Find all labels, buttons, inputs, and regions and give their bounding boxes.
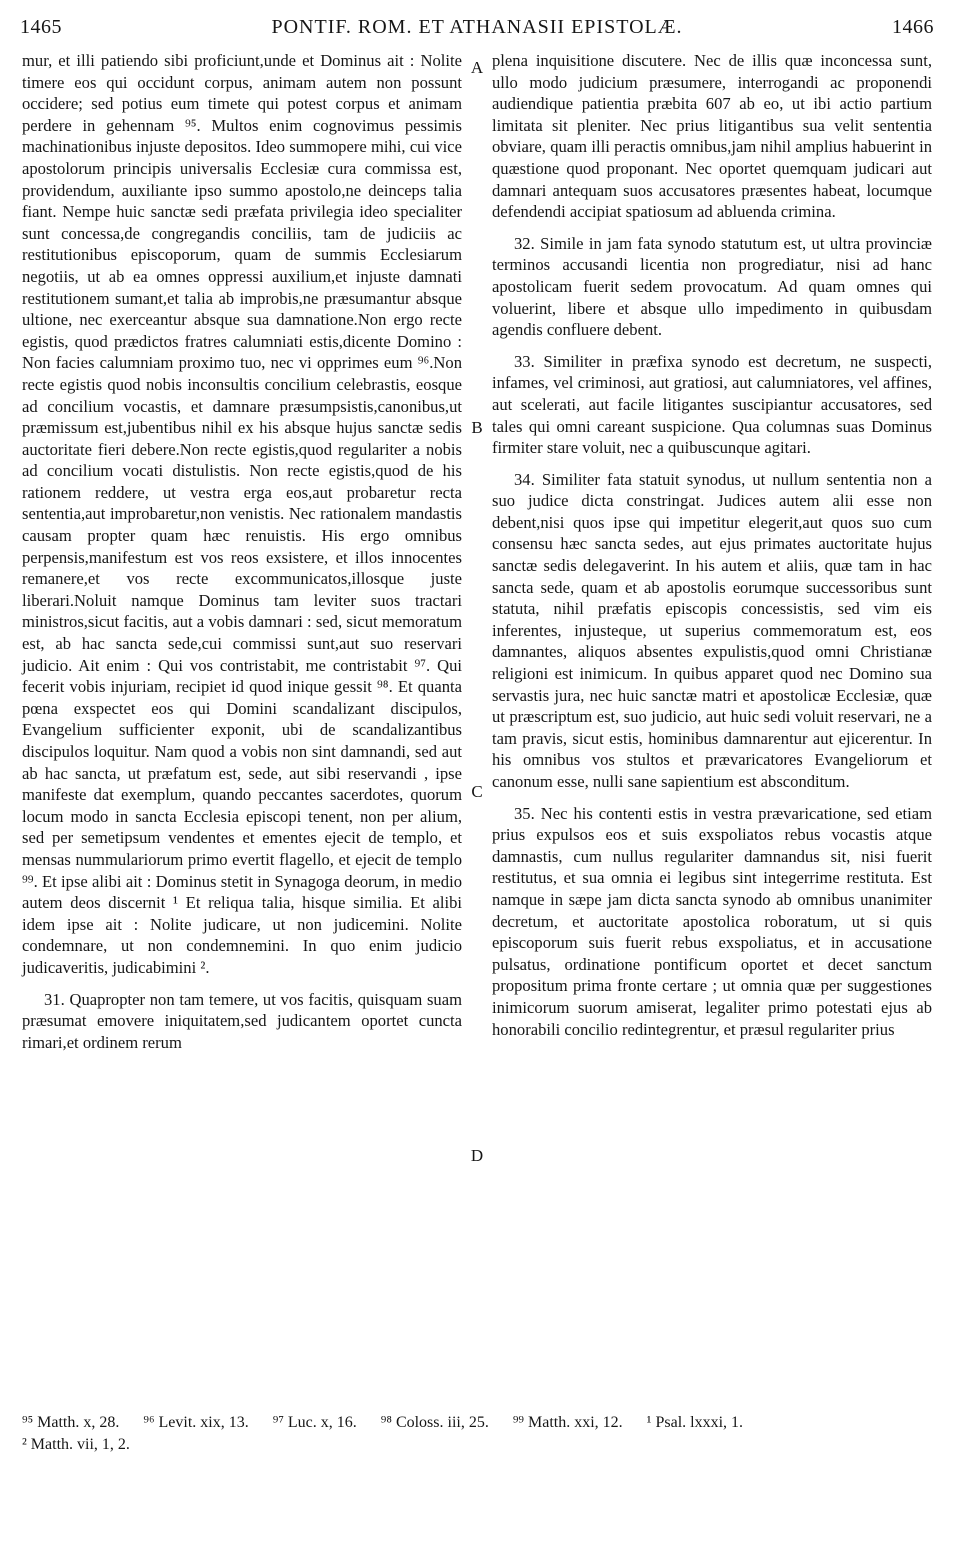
- left-paragraph-continuation: mur, et illi patiendo sibi proficiunt,unde et Dominus ait : Nolite timere eos qui occidunt corpus, animam autem non possunt occidere; sed potius eum timete qui potest corpus et animam perdere in gehennam ⁹⁵. Multos enim cognovimus pessimis machinationibus injuste depositos. Ideo summopere mihi, cui vice apostolorum principis universalis Ecclesiæ cura commissa est, providendum, auxiliante ipso summo apostolo,ne deinceps talia fiant. Nempe huic sanctæ sedi præfata privilegia ideo specialiter sunt concessa,de congregandis conciliis, tam de judiciis ac restitutionibus episcoporum, quam de summis Ecclesiarum negotiis, ut ab ea omnes oppressi auxilium,et injuste damnati restitutionem sumant,et talia ab improbis,ne præsumantur absque ultione, nec exerceantur absque sua damnatione.Non ergo recte egistis, quod prædictos fratres calumniati estis,dicente Domino : Non facies calumniam proximo tuo, nec vi opprimes eum ⁹⁶.Non recte egistis quod nobis inconsultis concilium celebrastis, eosque ad concilium vocastis, et damnare præsumpsistis,canonibus,ut præmissum est,jubentibus nihil ex his absque hujus sanctæ sedis auctoritate fieri debere.Non recte egistis,quod regulariter a nobis ad concilium vocati distulistis. Non recte egistis,quod de his rationem reddere, ut vestra erga eos,aut probaretur recta sententia,aut improbaretur,non venistis. Nec rationalem mandastis causam propter quam hæc renuistis. His ergo omnibus perpensis,manifestum est vos reos exsistere, et illos innocentes remanere,et vos recte excommunicatos,illosque juste liberari.Noluit namque Dominus tam leviter suos tractari ministros,sicut facitis, aut a vobis damnari : sed, sicut memoratum est, ab hac sancta sede,cui commissi sunt,aut suo reservari judicio. Ait enim : Qui vos contristabit, me contristabit ⁹⁷. Qui fecerit vobis injuriam, recipiet id quod inique gessit ⁹⁸. Et quanta pœna exspectet eos qui Domini scandalizant discipulos, Evangelium sufficienter exponit, ubi de scandalizantibus discipulos loquitur. Nam quod a vobis non sint damnandi, sed aut ab hac sancta, ut præfatum est, sede, aut sibi reservandi , ipse manifeste dat exemplum, quando peccantes sacerdotes, quorum locum modo in sancta Ecclesia episcopi tenent, non per alium, sed per semetipsum vendentes et ementes ejecit de templo, et mensas nummulariorum primo evertit flagello, et ejecit de templo ⁹⁹. Et ipse alibi ait : Dominus stetit in Synagoga deorum, in medio autem deos discernit ¹ Et reliqua talia, hisque similia. Et alibi idem ipse ait : Nolite judicare, ut non judicemini. Nolite condemnare, ut non condemnemini. In quo enim judicio judicaveritis, judicabimini ².: [22, 51, 462, 977]
- right-column: [492, 50, 932, 1040]
- left-paragraph-31: 31. Quapropter non tam temere, ut vos facitis, quisquam suam præsumat emovere iniquitatem,sed judicantem oportet cuncta rimari,et ordinem rerum: [22, 989, 462, 1052]
- footnote-97: ⁹⁷ Luc. x, 16.: [272, 1414, 357, 1431]
- page-number-right: 1466: [892, 16, 934, 38]
- right-paragraph-32: 32. Simile in jam fata synodo statutum est, ut ultra provinciæ terminos accusandi licentia non progrediatur, nisi ad hanc apostolicam fuerit sedem provocatum. Ad quam omnes qui voluerint, libere et absque ullo impedimento in quibusdam agendis confluere debent.: [492, 233, 932, 340]
- footnote-96: ⁹⁶ Levit. xix, 13.: [143, 1414, 249, 1431]
- footnote-2: ² Matth. vii, 1, 2.: [22, 1436, 130, 1453]
- footnote-98: ⁹⁸ Coloss. iii, 25.: [380, 1414, 489, 1431]
- running-header: [20, 12, 934, 42]
- right-paragraph-34: 34. Similiter fata statuit synodus, ut nullum sententia non a suo judice dicta constringat. Judices autem alii esse non debent,nisi quos ipse qui impetitur elegerit,aut quos suo cum consensu hæc sancta sedes, aut ejus primates auctoritate hujus sanctæ sedis delegaverint. In his autem et aliis, quæ tam in hac sancta sede, quam et ab apostolis eorumque successoribus sunt statuta, nihil præfatis episcopis concessistis, sed vim eis inferentes, injusteque, ut superius commemoratum est, eos damnantes, aliquos absentes expulistis,quod omni Christianæ religioni est inimicum. In quibus apparet quod nec Domino sua servastis jura, nec huic sanctæ matri et apostolicæ Ecclesiæ, quæ ut præscriptum est, suo judicio, aut huic sedi voluit reservari, ne a tam pravis, sicut estis, hominibus damnarentur aut ejicerentur. In his omnibus vos stultos et prævaricatores Evangeliorum et canonum esse, nulli sane sapientium est absconditum.: [492, 469, 932, 791]
- footnote-1: ¹ Psal. lxxxi, 1.: [646, 1414, 744, 1431]
- right-paragraph-continuation: plena inquisitione discutere. Nec de illis quæ inconcessa sunt, ullo modo judicium præsumere, interrogandi ac proponendi audiendique patientia præbita 607 ab eo, ut ibi actio partium limitata sit pleniter. Nec prius litigantibus sua velit sententia obviare, quam illi peractis omnibus,jam nihil amplius habuerint in quæstione quod proponant. Nec oportet quemquam judicari aut damnari antequam suos accusatores præsentes habeat, locumque defendendi accipiat spatiosum ad abluenda crimina.: [492, 51, 932, 222]
- margin-marker-a: A: [470, 58, 484, 77]
- right-paragraph-35: 35. Nec his contenti estis in vestra prævaricatione, sed etiam prius expulsos eos et suis exspoliatos rebus vocastis atque damnastis, cum nullus regulariter damnandus sit, nisi fuerit restitutus, et sua omnia ei legibus sint integerrime restituta. Est namque in sæpe jam dicta sancta synodo ab omnibus unanimiter decretum, et auctoritate apostolica roboratum, ut si quis episcoporum suis fuerit rebus exspoliatus, et in accusatione pulsatus, ordinatione pontificum oportet et decet sanctum propositum prima fronte certare ; ut omnia quæ per suggestiones inimicorum suorum amiserat, legaliter primo potestati ejus ab honorabili concilio redintegrentur, et præsul regulariter prius: [492, 803, 932, 1039]
- margin-marker-c: C: [471, 782, 483, 801]
- left-column: [22, 50, 462, 1053]
- page-number-left: 1465: [20, 16, 62, 38]
- margin-marker-d: D: [470, 1146, 484, 1165]
- right-paragraph-33: 33. Similiter in præfixa synodo est decretum, ne suspecti, infames, vel criminosi, aut gratiosi, aut calumniatores, vel affines, aut scelerati, aut facile litigantes suscipiantur accusatores, sed tales qui omni careant suspicione. Qua columnas suas Dominus firmiter stare voluit, nec a quibuscunque agitari.: [492, 351, 932, 458]
- footnote-99: ⁹⁹ Matth. xxi, 12.: [512, 1414, 623, 1431]
- footnote-95: ⁹⁵ Matth. x, 28.: [22, 1414, 120, 1431]
- footnotes: [22, 1412, 934, 1456]
- margin-marker-b: B: [471, 418, 483, 437]
- running-title: PONTIF. ROM. ET ATHANASII EPISTOLÆ.: [271, 16, 683, 38]
